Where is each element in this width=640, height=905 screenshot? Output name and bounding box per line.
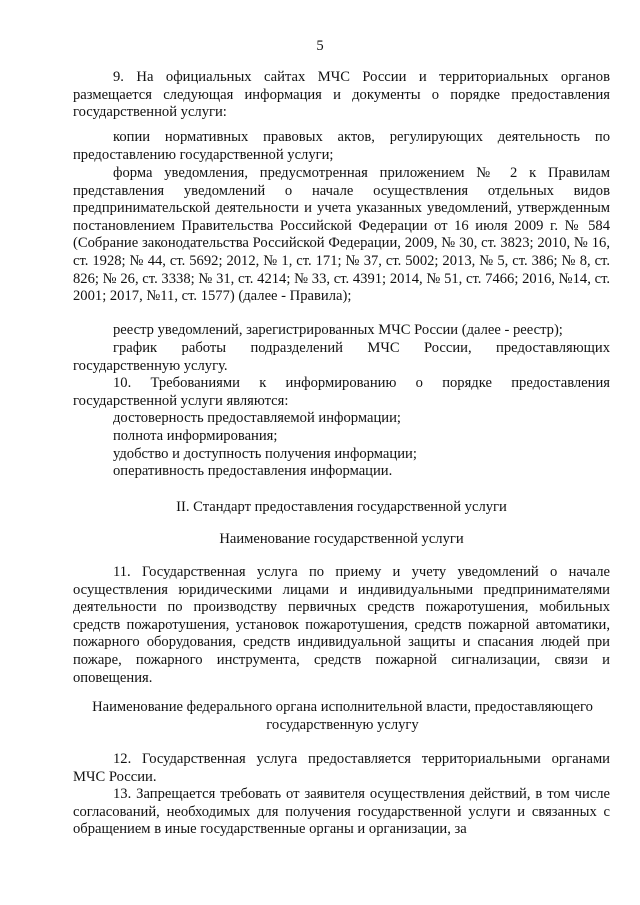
page-number: 5 [316, 38, 324, 54]
paragraph-11: 11. Государственная услуга по приему и учету уведомлений о начале осуществления юридическими лицами и индивидуальными предпринимателями деятельности по производству первичных средств пожаротушения, мобильных средств пожаротушения, установок пожаротушения, средств пожарной автоматики, пожарного оборудования, средств индивидуальной защиты и спасания людей при пожаре, пожарного инструмента, средств пожарной сигнализации, связи и оповещения. [73, 564, 610, 686]
paragraph-9-list-item: реестр уведомлений, зарегистрированных МЧС России (далее - реестр); [113, 322, 563, 338]
subsection-heading: Наименование государственной услуги [219, 531, 464, 547]
paragraph-13: 13. Запрещается требовать от заявителя осуществления действий, в том числе согласований, необходимых для получения государственной услуги и связанных с обращением в иные государственные органы и организации, за [73, 786, 610, 838]
section-heading: II. Стандарт предоставления государственной услуги [176, 499, 507, 515]
paragraph-10-list-item: полнота информирования; [113, 428, 278, 444]
paragraph-10-list-item: удобство и доступность получения информации; [113, 446, 417, 462]
paragraph-12: 12. Государственная услуга предоставляется территориальными органами МЧС России. [73, 751, 610, 785]
paragraph-10: 10. Требованиями к информированию о порядке предоставления государственной услуги являются: [73, 375, 610, 409]
paragraph-10-list-item: достоверность предоставляемой информации; [113, 410, 401, 426]
paragraph-10-list-item: оперативность предоставления информации. [113, 463, 393, 479]
paragraph-9: 9. На официальных сайтах МЧС России и территориальных органов размещается следующая информация и документы о порядке предоставления государственной услуги: [73, 69, 610, 121]
subsection-heading: Наименование федерального органа исполнительной власти, предоставляющего государственную услугу [92, 699, 593, 733]
paragraph-9-list-item: форма уведомления, предусмотренная приложением № 2 к Правилам представления уведомлений о начале осуществления отдельных видов предпринимательской деятельности и учета указанных уведомлений, утвержденным постановлением Правительства Российской Федерации от 16 июля 2009 г. № 584 (Собрание законодательства Российской Федерации, 2009, № 30, ст. 3823; 2010, № 16, ст. 1928; № 44, ст. 5692; 2012, № 1, ст. 171; № 37, ст. 5002; 2013, № 5, ст. 386; № 8, ст. 826; № 26, ст. 3338; № 31, ст. 4214; № 33, ст. 4391; 2014, № 51, ст. 7466; 2016, №14, ст. 2001; 2017, №11, ст. 1577) (далее - Правила); [73, 165, 610, 305]
paragraph-9-list-item: график работы подразделений МЧС России, предоставляющих государственную услугу. [73, 340, 610, 374]
paragraph-9-list-item: копии нормативных правовых актов, регулирующих деятельность по предоставлению государственной услуги; [73, 129, 610, 163]
